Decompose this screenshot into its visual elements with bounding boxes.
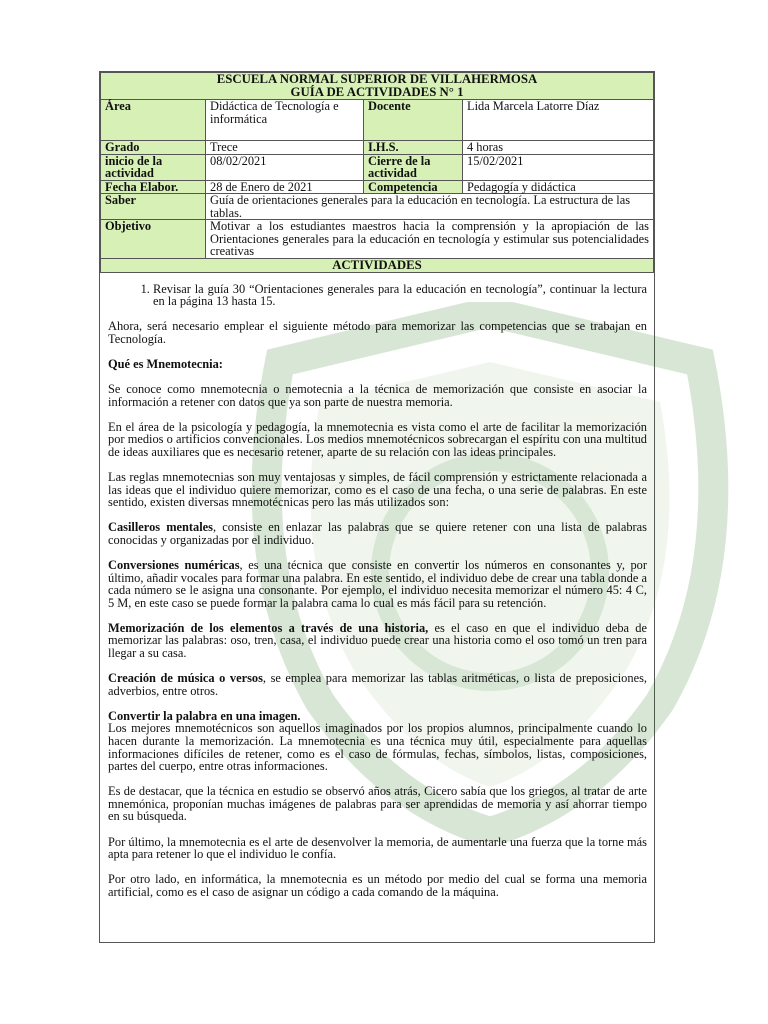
ihs-value: 4 horas xyxy=(463,141,654,155)
competencia-value: Pedagogía y didáctica xyxy=(463,180,654,194)
fecha-value: 28 de Enero de 2021 xyxy=(206,180,364,194)
term-musica: Creación de música o versos xyxy=(108,671,263,686)
heading-text: Qué es Mnemotecnia: xyxy=(108,356,223,371)
inicio-value: 08/02/2021 xyxy=(206,154,364,180)
term-historia: Memorización de los elementos a través de una historia, xyxy=(108,620,429,635)
area-value: Didáctica de Tecnología e informática xyxy=(206,100,364,141)
activity-item-1: 1. Revisar la guía 30 “Orientaciones generales para la educación en tecnología”, continuar la lectura en la página 13 hasta 15. xyxy=(153,283,647,308)
document-title xyxy=(101,73,654,100)
paragraph-conversiones xyxy=(108,559,647,609)
fecha-label: Fecha Elabor. xyxy=(101,180,206,194)
paragraph-ultimo: Por último, la mnemotecnia es el arte de desenvolver la memoria, de aumentarle una fuerza que la torne más apta para retener lo que el individuo le confía. xyxy=(108,834,647,862)
saber-value: Guía de orientaciones generales para la educación en tecnología. La estructura de las tablas. xyxy=(206,194,654,220)
objetivo-label: Objetivo xyxy=(101,220,206,259)
school-name: ESCUELA NORMAL SUPERIOR DE VILLAHERMOSA xyxy=(216,72,538,86)
inicio-label: inicio de la actividad xyxy=(101,154,206,180)
cierre-value: 15/02/2021 xyxy=(463,154,654,180)
paragraph-historia xyxy=(108,622,647,660)
text-musica: , se emplea para memorizar las tablas aritméticas, o lista de preposiciones, adverbios, entre otros. xyxy=(108,671,647,698)
term-casilleros: Casilleros mentales xyxy=(108,520,213,535)
activity-guide-document xyxy=(99,71,655,943)
area-label: Área xyxy=(101,100,206,141)
grado-label: Grado xyxy=(101,141,206,155)
guide-number: GUÍA DE ACTIVIDADES N° 1 xyxy=(290,85,464,99)
text-imagen: Los mejores mnemotécnicos son aquellos imaginados por los propios alumnos, principalmente cuando lo hacen durante la memorización. La mnemotecnia es una técnica muy útil, especialmente para aquellas informaciones difíciles de retener, como es el caso de fórmulas, fechas, símbolos, listas, composiciones, partes del cuerpo, entre otras informaciones. xyxy=(108,721,647,774)
saber-label: Saber xyxy=(101,194,206,220)
actividades-heading: ACTIVIDADES xyxy=(101,258,654,272)
activity-list xyxy=(108,283,647,308)
paragraph-musica xyxy=(108,672,647,697)
term-conversiones: Conversiones numéricas xyxy=(108,557,240,572)
grado-value: Trece xyxy=(206,141,364,155)
activities-body xyxy=(100,273,654,899)
objetivo-value: Motivar a los estudiantes maestros hacia la comprensión y la apropiación de las Orientaciones generales para la educación en tecnología y estimular sus potencialidades creativas xyxy=(206,220,654,259)
ihs-label: I.H.S. xyxy=(364,141,463,155)
docente-label: Docente xyxy=(364,100,463,141)
text-historia: es el caso en que el individuo deba de memorizar las palabras: oso, tren, casa, el individuo puede crear una historia como el oso tomó un tren para llegar a su casa. xyxy=(108,620,648,660)
paragraph-cicero: Es de destacar, que la técnica en estudio se observó años atrás, Cicero sabía que los griegos, al tratar de arte mnemónica, proponían muchas imágenes de palabras para ser aprendidas de memoria y así ahorrar tiempo en su búsqueda. xyxy=(108,784,647,824)
competencia-label: Competencia xyxy=(364,180,463,194)
paragraph-informatica: Por otro lado, en informática, la mnemotecnia es un método por medio del cual se forma una memoria artificial, como es el caso de asignar un código a cada comando de la máquina. xyxy=(108,872,647,899)
docente-value: Lida Marcela Latorre Díaz xyxy=(463,100,654,141)
paragraph-definition: Se conoce como mnemotecnia o nemotecnia a la técnica de memorización que consiste en asociar la información a retener con datos que ya son parte de nuestra memoria. xyxy=(108,381,647,409)
paragraph-imagen xyxy=(108,710,647,773)
paragraph-psychology: En el área de la psicología y pedagogía, la mnemotecnia es vista como el arte de facilitar la memorización por medios o artificios convencionales. Los medios mnemotécnicos sobrecargan el espíritu con una multitud de ideas auxiliares que es necesario retener, aparte de su relación con las ideas principales. xyxy=(108,419,647,459)
paragraph-rules: Las reglas mnemotecnias son muy ventajosas y simples, de fácil comprensión y estrictamente relacionada a las ideas que el individuo quiere memorizar, como es el caso de una fecha, o una serie de palabras. En este sentido, existen diversas mnemotécnicas pero las más utilizados son: xyxy=(108,469,647,510)
header-table xyxy=(100,72,654,273)
term-imagen: Convertir la palabra en una imagen. xyxy=(108,708,301,723)
paragraph-casilleros xyxy=(108,521,647,546)
cierre-label: Cierre de la actividad xyxy=(364,154,463,180)
paragraph-intro: Ahora, será necesario emplear el siguiente método para memorizar las competencias que se trabajan en Tecnología. xyxy=(108,319,647,346)
section-heading-mnemotecnia xyxy=(108,358,647,371)
text-conversiones: , es una técnica que consiste en convertir los números en consonantes y, por último, añadir vocales para formar una palabra. En este sentido, el individuo debe de crear una tabla donde a cada número se le asigna una consonante. Por ejemplo, el individuo necesita memorizar el número 45: 4 C, 5 M, en este caso se puede formar la palabra cama lo cual es más fácil para su retención. xyxy=(108,557,648,610)
text-casilleros: , consiste en enlazar las palabras que se quiere retener con una lista de palabras conocidas y organizadas por el individuo. xyxy=(108,520,647,547)
